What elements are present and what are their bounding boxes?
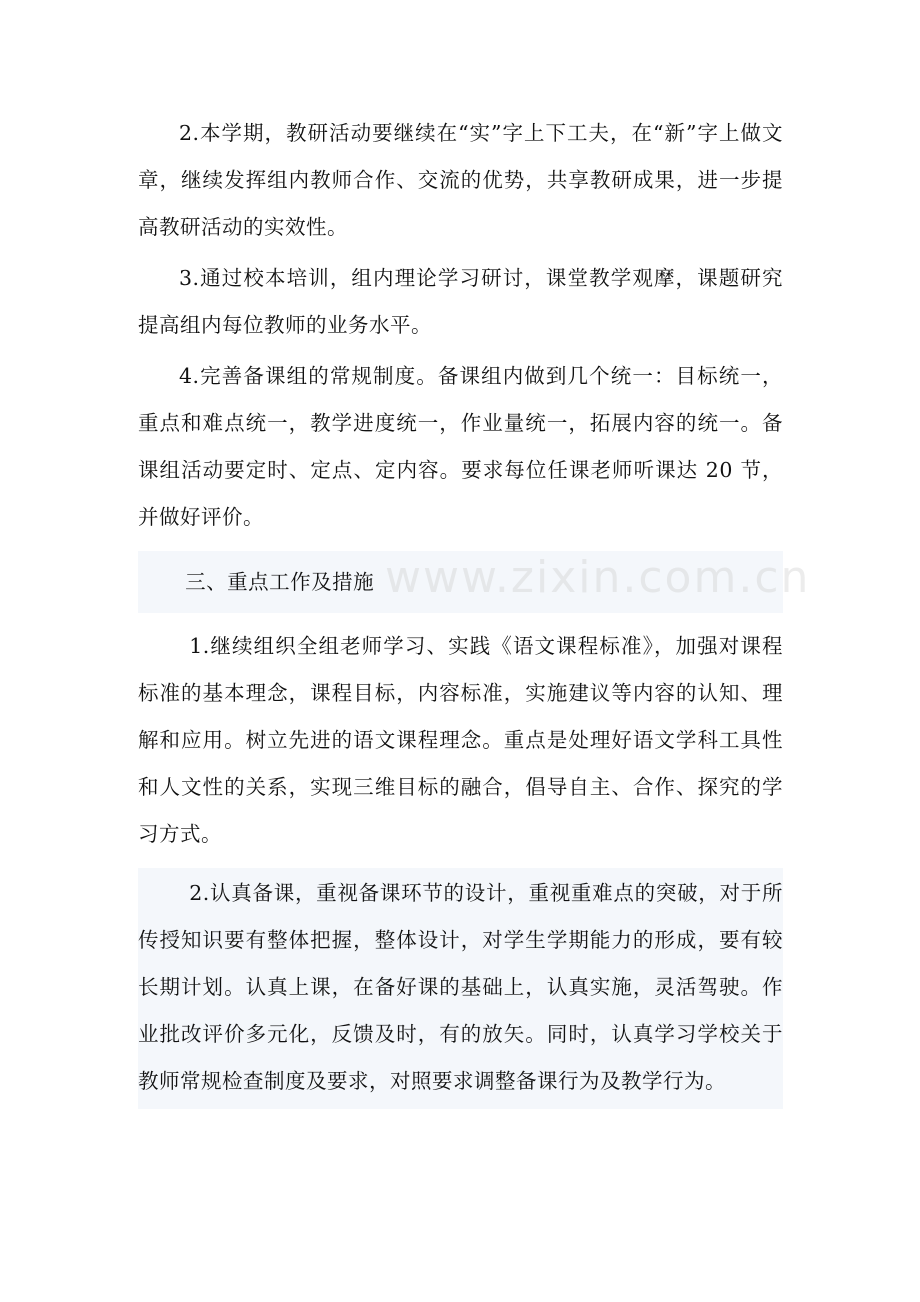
- watermark-text: www.zixin.com.cn: [385, 552, 811, 603]
- section-heading: 三、重点工作及措施: [185, 570, 375, 594]
- section-paragraph-2: 2.认真备课，重视备课环节的设计，重视重难点的突破，对于所传授知识要有整体把握，整体设计，对学生学期能力的形成，要有较长期计划。认真上课，在备好课的基础上，认真实施，灵活驾驶。作业批改评价多元化，反馈及时，有的放矢。同时，认真学习学校关于教师常规检查制度及要求，对照要求调整备课行为及教学行为。: [138, 881, 783, 1093]
- document-page: [138, 110, 783, 1109]
- section-heading-block: [138, 551, 783, 613]
- section-paragraph-1: 1.继续组织全组老师学习、实践《语文课程标准》，加强对课程标准的基本理念，课程目标，内容标准，实施建议等内容的认知、理解和应用。树立先进的语文课程理念。重点是处理好语文学科工具性和人文性的关系，实现三维目标的融合，倡导自主、合作、探究的学习方式。: [138, 634, 783, 846]
- paragraph-2: 2.本学期，教研活动要继续在“实”字上下工夫，在“新”字上做文章，继续发挥组内教师合作、交流的优势，共享教研成果，进一步提高教研活动的实效性。: [138, 121, 783, 239]
- spacer: [138, 613, 783, 623]
- section-paragraph-2-block: [138, 868, 783, 1109]
- paragraph-3: 3.通过校本培训，组内理论学习研讨，课堂教学观摩，课题研究提高组内每位教师的业务水平。: [138, 266, 783, 337]
- paragraph-4: 4.完善备课组的常规制度。备课组内做到几个统一：目标统一，重点和难点统一，教学进度统一，作业量统一，拓展内容的统一。备课组活动要定时、定点、定内容。要求每位任课老师听课达 20 节，并做好评价。: [138, 364, 783, 529]
